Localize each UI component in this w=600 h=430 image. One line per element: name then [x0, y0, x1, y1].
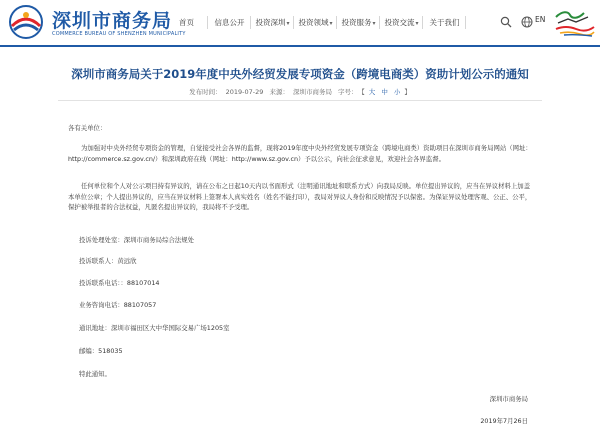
nav-item-label: 信息公开: [214, 18, 245, 27]
publish-date-label: 发布时间：: [189, 88, 222, 96]
source: 深圳市商务局: [292, 88, 332, 96]
contact-complaint-phone: 投诉联系电话：：88107014: [79, 279, 160, 287]
chevron-down-icon: ▾: [329, 20, 333, 27]
contact-department: 投诉处理处室：深圳市商务局综合法规处: [79, 236, 195, 244]
contact-address: 通讯地址：深圳市福田区大中华国际交易广场1205室: [79, 324, 230, 332]
logo-title[interactable]: 深圳市商务局: [52, 10, 173, 32]
nav-item-3[interactable]: [294, 0, 337, 45]
nav-item-label: 投资交流: [384, 18, 415, 27]
signature: 深圳市商务局: [489, 395, 528, 403]
font-size-label: 字号：: [338, 88, 358, 96]
salutation: 各有关单位：: [68, 124, 107, 132]
closing-note: 特此通知。: [79, 370, 111, 378]
nav-item-6[interactable]: [423, 0, 466, 45]
contact-consult-phone: 业务咨询电话：88107057: [79, 301, 157, 309]
sign-date: 2019年7月26日: [480, 417, 528, 425]
nav-item-0[interactable]: [165, 0, 208, 45]
title-divider: [58, 100, 542, 101]
contact-person: 投诉联系人：黄远欣: [79, 257, 137, 265]
font-size-open: 【: [361, 88, 365, 96]
commerce-bureau-logo-icon[interactable]: [6, 4, 46, 40]
language-switch[interactable]: EN: [535, 15, 546, 24]
search-icon[interactable]: [500, 16, 512, 28]
nav-item-label: 投资深圳: [255, 18, 286, 27]
nav-item-label: 投资领域: [298, 18, 329, 27]
contact-postcode: 邮编：518035: [79, 347, 123, 355]
chevron-down-icon: ▾: [372, 20, 376, 27]
font-size-close: 】: [404, 88, 411, 96]
nav-item-2[interactable]: [251, 0, 294, 45]
publish-date: 2019-07-29: [225, 88, 264, 96]
chevron-down-icon: ▾: [415, 20, 419, 27]
brand-logo[interactable]: [554, 7, 596, 37]
article-meta: [0, 87, 600, 96]
main-nav: [165, 0, 466, 45]
article-title: 深圳市商务局关于2019年度中央外经贸发展专项资金（跨境电商类）资助计划公示的通知: [71, 67, 529, 81]
font-size-small-link[interactable]: 小: [393, 88, 401, 96]
font-size-large-link[interactable]: 大: [368, 88, 376, 96]
site-header: [0, 0, 600, 47]
source-label: 来源：: [269, 88, 289, 96]
nav-item-5[interactable]: [380, 0, 423, 45]
logo-subtitle: COMMERCE BUREAU OF SHENZHEN MUNICIPALITY: [52, 31, 186, 37]
chevron-down-icon: ▾: [286, 20, 290, 27]
globe-icon[interactable]: [521, 16, 533, 28]
nav-item-label: 首页: [179, 18, 194, 27]
font-size-medium-link[interactable]: 中: [381, 88, 388, 96]
nav-divider: [465, 16, 466, 29]
nav-item-4[interactable]: [337, 0, 380, 45]
nav-item-1[interactable]: [208, 0, 251, 45]
paragraph-announcement: 为加强对中央外经贸专项资金的管理，自觉接受社会各界的监督，现将2019年度中央外经贸发展专项资金（跨境电商类）资助项目在深圳市商务局网站（网址：http://commerce.sz.gov.cn/）和深圳政府在线（网址：http://www.sz.gov.cn）予以公示，向社会征求意见，欢迎社会各界监督。: [68, 144, 532, 163]
nav-item-label: 关于我们: [429, 18, 460, 27]
nav-item-label: 投资服务: [341, 18, 372, 27]
paragraph-objection: 任何单位和个人对公示项目持有异议的，请在公布之日起10天内以书面形式（注明通讯地址和联系方式）向我局反映。单位提出异议的，应当在异议材料上加盖本单位公章；个人提出异议的，应当在异议材料上签署本人真实姓名（姓名不能打印），我局对异议人身份和反映情况予以保密。为保证异议处理客观、公正、公平，保护被举报者的合法权益，凡匿名提出异议的，我局将不予受理。: [68, 182, 532, 211]
